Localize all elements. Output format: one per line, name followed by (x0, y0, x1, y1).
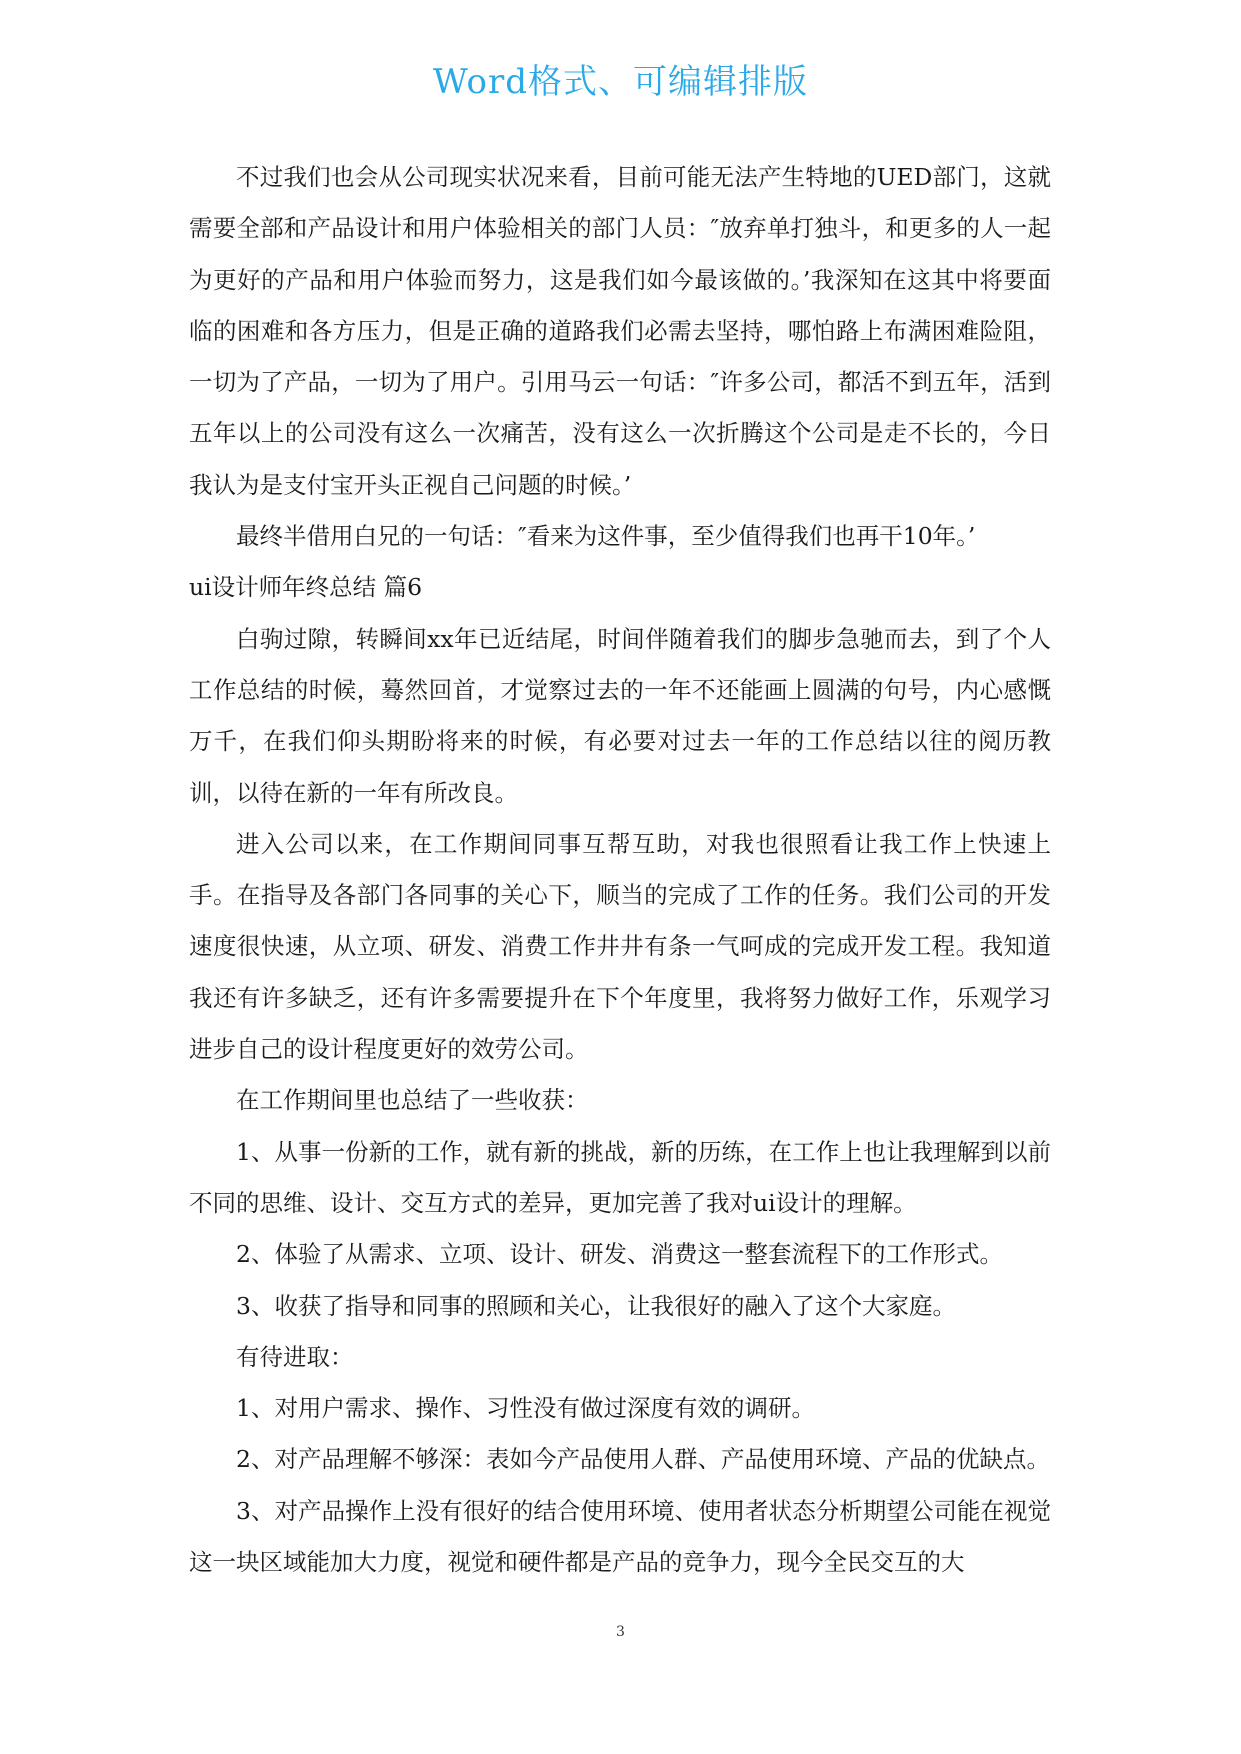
list-item: 1、从事一份新的工作，就有新的挑战，新的历练，在工作上也让我理解到以前不同的思维、设计、交互方式的差异，更加完善了我对ui设计的理解。 (189, 1137, 1051, 1217)
page-number: 3 (616, 1624, 625, 1640)
list-item: 3、收获了指导和同事的照顾和关心，让我很好的融入了这个大家庭。 (236, 1291, 956, 1320)
paragraph: 有待进取： (236, 1342, 354, 1371)
list-item: 3、对产品操作上没有很好的结合使用环境、使用者状态分析期望公司能在视觉这一块区域能加大力度，视觉和硬件都是产品的竞争力，现今全民交互的大 (189, 1496, 1051, 1577)
paragraph: 不过我们也会从公司现实状况来看，目前可能无法产生特地的UED部门，这就需要全部和产品设计和用户体验相关的部门人员：″放弃单打独斗，和更多的人一起为更好的产品和用户体验而努力，这是我们如今最该做的。’我深知在这其中将要面临的困难和各方压力，但是正确的道路我们必需去坚持，哪怕路上布满困难险阻，一切为了产品，一切为了用户。引用马云一句话：″许多公司，都活不到五年，活到五年以上的公司没有这么一次痛苦，没有这么一次折腾这个公司是走不长的，今日我认为是支付宝开头正视自己问题的时候。’ (189, 163, 1051, 499)
paragraph: 白驹过隙，转瞬间xx年已近结尾，时间伴随着我们的脚步急驰而去，到了个人工作总结的时候，蓦然回首，才觉察过去的一年不还能画上圆满的句号，内心感慨万千，在我们仰头期盼将来的时候，有必要对过去一年的工作总结以往的阅历教训，以待在新的一年有所改良。 (189, 624, 1051, 807)
paragraph: 最终半借用白兄的一句话：″看来为这件事，至少值得我们也再干10年。’ (236, 522, 976, 551)
paragraph: 在工作期间里也总结了一些收获： (236, 1086, 589, 1115)
paragraph: 进入公司以来，在工作期间同事互帮互助，对我也很照看让我工作上快速上手。在指导及各部门各同事的关心下，顺当的完成了工作的任务。我们公司的开发速度很快速，从立项、研发、消费工作井井有条一气呵成的完成开发工程。我知道我还有许多缺乏，还有许多需要提升在下个年度里，我将努力做好工作，乐观学习进步自己的设计程度更好的效劳公司。 (189, 829, 1051, 1064)
list-item: 2、对产品理解不够深：表如今产品使用人群、产品使用环境、产品的优缺点。 (236, 1445, 1050, 1474)
list-item: 2、体验了从需求、立项、设计、研发、消费这一整套流程下的工作形式。 (236, 1240, 1003, 1269)
page-header-title: Word格式、可编辑排版 (432, 62, 809, 102)
section-heading: ui设计师年终总结 篇6 (189, 573, 423, 602)
document-body (189, 152, 1051, 1588)
list-item: 1、对用户需求、操作、习性没有做过深度有效的调研。 (236, 1394, 815, 1423)
